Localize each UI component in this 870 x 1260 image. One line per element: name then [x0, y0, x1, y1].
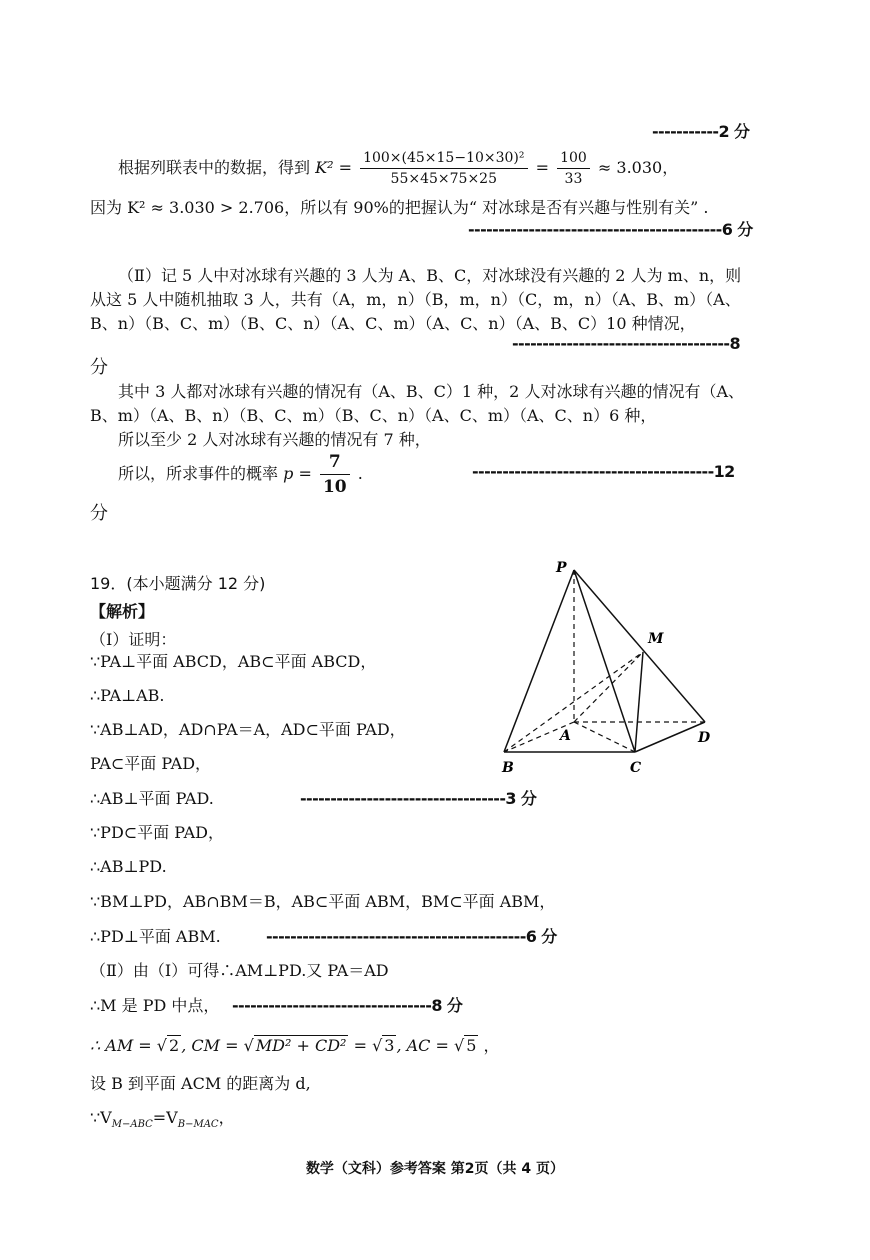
label-P: P — [556, 560, 567, 576]
part2-line1: （Ⅱ）记 5 人中对冰球有兴趣的 3 人为 A、B、C，对冰球没有兴趣的 2 人为 m、n，则 — [118, 266, 742, 285]
v-pre: ∵V — [90, 1108, 112, 1127]
score-12: ----------------------------------------12 — [472, 462, 735, 481]
proof-line-10: （Ⅱ）由（I）可得∴AM⊥PD.又 PA＝AD — [90, 961, 389, 980]
edge-CD — [635, 722, 705, 752]
sqrt-md-cd: MD² + CD² — [255, 1036, 347, 1055]
proof-line-11: ∴M 是 PD 中点， — [90, 996, 220, 1015]
analysis-label: 【解析】 — [90, 602, 155, 621]
prob-fraction — [320, 452, 350, 497]
proof-line-13: 设 B 到平面 ACM 的距离为 d, — [90, 1074, 311, 1093]
part2-line2: 从这 5 人中随机抽取 3 人，共有（A，m，n）（B，m，n）（C，m，n）（A、B、m）（A、 — [90, 290, 741, 309]
k2-denominator: 55×45×75×25 — [390, 171, 497, 187]
part2-line5: B、m）（A、B、n）（B、C、m）（B、C、n）（A、C、m）（A、C、n）6 种， — [90, 406, 657, 425]
score-6b: -------------------------------------------6 分 — [266, 927, 557, 946]
edge-BM — [504, 652, 643, 752]
label-M: M — [648, 631, 664, 647]
am-label: ∴ AM = — [90, 1036, 152, 1055]
prob-denominator: 10 — [322, 477, 347, 497]
proof-line-12: ∴ AM = √ 2 , CM = √ MD² + CD² = √ 3 , AC = √ 5 ， — [90, 1036, 500, 1055]
k2-numerator: 100×(45×15−10×30)² — [360, 150, 527, 169]
prob-numerator: 7 — [320, 452, 350, 475]
label-D: D — [698, 730, 711, 746]
score-3: ----------------------------------3 分 — [300, 789, 537, 808]
proof-line-14 — [90, 1108, 235, 1135]
score-8: ------------------------------------8 — [512, 334, 740, 353]
part2-line4: 其中 3 人都对冰球有兴趣的情况有（A、B、C）1 种，2 人对冰球有兴趣的情况有（A、 — [118, 382, 744, 401]
proof-line-6: ∵PD⊂平面 PAD， — [90, 823, 224, 842]
fen-b: 分 — [90, 503, 108, 524]
sqrt-3: 3 — [384, 1036, 395, 1055]
v-mid: =V — [152, 1108, 178, 1127]
page-footer: 数学（文科）参考答案 第2页（共 4 页） — [305, 1161, 565, 1177]
score-8b: ---------------------------------8 分 — [232, 996, 463, 1015]
pyramid-figure — [490, 556, 730, 780]
k2-intro: 根据列联表中的数据，得到 — [118, 158, 311, 177]
cm-label: , CM = — [181, 1036, 239, 1055]
edge-PC — [574, 570, 635, 752]
part2-line6: 所以至少 2 人对冰球有兴趣的情况有 7 种， — [118, 430, 431, 449]
k2-conclusion: 因为 K² ≈ 3.030 > 2.706，所以有 90%的把握认为“ 对冰球是否有兴趣与性别有关” . — [90, 198, 709, 217]
part1-label: （Ⅰ）证明： — [90, 630, 177, 649]
label-B: B — [502, 760, 514, 776]
k2-result: ≈ 3.030， — [597, 158, 679, 177]
edge-CM — [635, 652, 643, 752]
proof-line-3: ∵AB⊥AD，AD∩PA＝A，AD⊂平面 PAD， — [90, 720, 406, 739]
label-A: A — [560, 728, 571, 744]
line12-end: ， — [483, 1036, 500, 1055]
v-end: ， — [218, 1108, 235, 1127]
v-sub-1: M−ABC — [111, 1119, 153, 1131]
k2-numerator-2: 100 — [557, 150, 590, 169]
part2-line3: B、n）（B、C、m）（B、C、n）（A、C、m）（A、C、n）（A、B、C）10 种情况， — [90, 314, 696, 333]
fen-a: 分 — [90, 357, 108, 378]
proof-line-9: ∴PD⊥平面 ABM. — [90, 927, 221, 946]
score-2: -----------2 分 — [652, 122, 750, 141]
k2-fraction-2 — [557, 150, 590, 187]
edge-PB — [504, 570, 574, 752]
k2-formula-line — [118, 146, 678, 190]
k2-fraction-1 — [360, 150, 527, 187]
prob-end: . — [357, 464, 363, 483]
eq-sign: = — [353, 1036, 367, 1055]
label-C: C — [630, 760, 642, 776]
proof-line-2: ∴PA⊥AB. — [90, 686, 165, 705]
proof-line-1: ∵PA⊥平面 ABCD，AB⊂平面 ABCD， — [90, 652, 377, 671]
score-6: ------------------------------------------6 分 — [468, 220, 753, 239]
v-sub-2: B−MAC — [177, 1119, 219, 1131]
prob-p: p = — [283, 464, 312, 483]
proof-line-4: PA⊂平面 PAD， — [90, 754, 212, 773]
k2-equals: = — [535, 158, 549, 177]
prob-text: 所以，所求事件的概率 — [118, 464, 279, 483]
proof-line-8: ∵BM⊥PD，AB∩BM＝B，AB⊂平面 ABM，BM⊂平面 ABM， — [90, 892, 556, 911]
section19-heading: 19．(本小题满分 12 分) — [90, 574, 266, 593]
proof-line-7: ∴AB⊥PD. — [90, 857, 167, 876]
probability-line — [118, 450, 363, 498]
sqrt-2: 2 — [169, 1036, 180, 1055]
k2-lhs: K² = — [315, 158, 352, 177]
proof-line-5: ∴AB⊥平面 PAD. — [90, 789, 214, 808]
k2-denominator-2: 33 — [564, 171, 583, 187]
edge-AM — [574, 652, 643, 722]
ac-label: , AC = — [396, 1036, 449, 1055]
sqrt-5: 5 — [466, 1036, 477, 1055]
